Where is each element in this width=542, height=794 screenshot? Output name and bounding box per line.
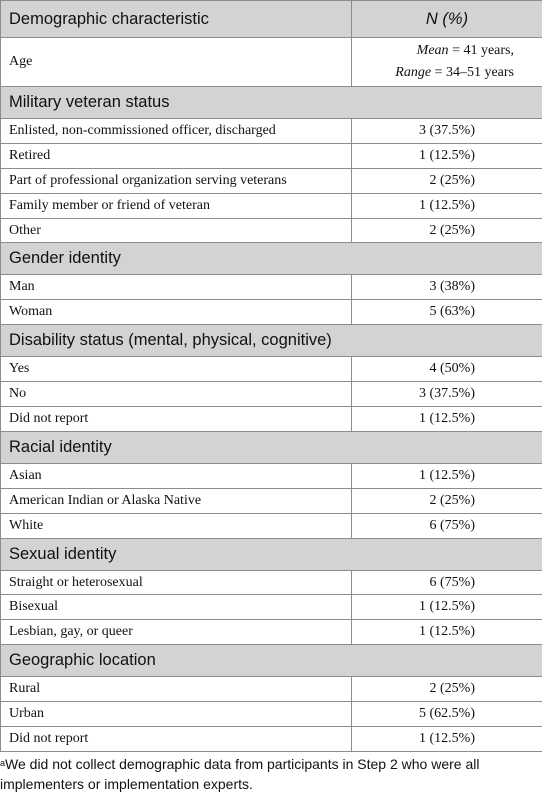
table-row xyxy=(1,677,542,702)
row-value: 2 (25%) xyxy=(352,168,542,193)
section-header-row xyxy=(1,325,542,357)
header-characteristic: Demographic characteristic xyxy=(1,1,352,38)
row-value: 5 (62.5%) xyxy=(352,702,542,727)
section-header-row xyxy=(1,243,542,275)
table-row xyxy=(1,620,542,645)
row-value: 1 (12.5%) xyxy=(352,143,542,168)
table-row xyxy=(1,382,542,407)
row-value: 1 (12.5%) xyxy=(352,595,542,620)
row-label: Other xyxy=(1,218,352,243)
section-header-row xyxy=(1,431,542,463)
row-label: Retired xyxy=(1,143,352,168)
table-row xyxy=(1,702,542,727)
table-row xyxy=(1,463,542,488)
table-row-age xyxy=(1,38,542,87)
table-row xyxy=(1,193,542,218)
table-row xyxy=(1,595,542,620)
section-title: Sexual identity xyxy=(1,538,542,570)
row-label: No xyxy=(1,382,352,407)
row-label: Urban xyxy=(1,702,352,727)
row-value: 1 (12.5%) xyxy=(352,727,542,752)
row-label: Did not report xyxy=(1,727,352,752)
row-value: 1 (12.5%) xyxy=(352,620,542,645)
section-header-row xyxy=(1,645,542,677)
row-label: Bisexual xyxy=(1,595,352,620)
footnote-marker: a xyxy=(0,758,6,768)
section-header-row xyxy=(1,538,542,570)
row-label: Straight or heterosexual xyxy=(1,570,352,595)
row-label: Asian xyxy=(1,463,352,488)
table-row xyxy=(1,407,542,432)
row-value: 1 (12.5%) xyxy=(352,463,542,488)
row-value: 2 (25%) xyxy=(352,218,542,243)
table-row xyxy=(1,143,542,168)
row-value: 1 (12.5%) xyxy=(352,193,542,218)
row-value: 6 (75%) xyxy=(352,513,542,538)
range-label: Range xyxy=(395,65,432,80)
row-value: 2 (25%) xyxy=(352,488,542,513)
section-title: Gender identity xyxy=(1,243,542,275)
table-footnote xyxy=(0,754,542,794)
table-header-row xyxy=(1,1,542,38)
table-row xyxy=(1,727,542,752)
table-row xyxy=(1,300,542,325)
row-value: 1 (12.5%) xyxy=(352,407,542,432)
section-title: Geographic location xyxy=(1,645,542,677)
table-row xyxy=(1,275,542,300)
row-value: 3 (38%) xyxy=(352,275,542,300)
header-n-percent: N (%) xyxy=(352,1,542,38)
mean-label: Mean xyxy=(416,43,449,58)
row-value: 3 (37.5%) xyxy=(352,119,542,144)
table-row xyxy=(1,119,542,144)
footnote-text: We did not collect demographic data from participants in Step 2 who were all implementers or implementation experts. xyxy=(0,756,480,792)
row-label: White xyxy=(1,513,352,538)
section-title: Racial identity xyxy=(1,431,542,463)
table-row xyxy=(1,488,542,513)
section-header-row xyxy=(1,87,542,119)
row-label: American Indian or Alaska Native xyxy=(1,488,352,513)
table-row xyxy=(1,513,542,538)
mean-value: = 41 years, xyxy=(448,43,514,58)
row-value: 2 (25%) xyxy=(352,677,542,702)
table-row xyxy=(1,168,542,193)
age-value-cell xyxy=(352,38,542,87)
section-title: Military veteran status xyxy=(1,87,542,119)
range-value: = 34–51 years xyxy=(431,65,514,80)
table-row xyxy=(1,357,542,382)
row-label: Age xyxy=(1,38,352,87)
row-value: 5 (63%) xyxy=(352,300,542,325)
table-row xyxy=(1,218,542,243)
row-value: 6 (75%) xyxy=(352,570,542,595)
row-label: Lesbian, gay, or queer xyxy=(1,620,352,645)
row-value: 4 (50%) xyxy=(352,357,542,382)
section-title: Disability status (mental, physical, cognitive) xyxy=(1,325,542,357)
table-body xyxy=(1,38,542,752)
row-label: Yes xyxy=(1,357,352,382)
row-value: 3 (37.5%) xyxy=(352,382,542,407)
row-label: Rural xyxy=(1,677,352,702)
row-label: Part of professional organization serving veterans xyxy=(1,168,352,193)
table-row xyxy=(1,570,542,595)
row-label: Enlisted, non-commissioned officer, discharged xyxy=(1,119,352,144)
row-label: Woman xyxy=(1,300,352,325)
row-label: Did not report xyxy=(1,407,352,432)
row-label: Family member or friend of veteran xyxy=(1,193,352,218)
row-label: Man xyxy=(1,275,352,300)
